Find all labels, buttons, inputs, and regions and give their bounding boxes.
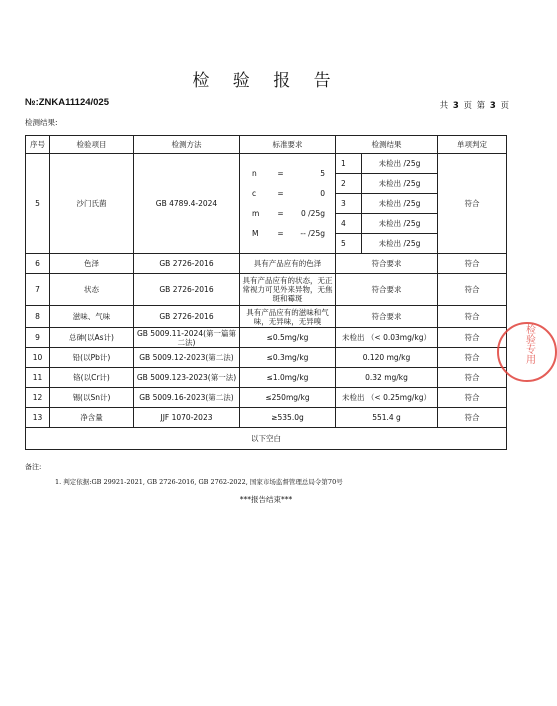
page-current: 3 [489, 101, 497, 111]
row-method: GB 5009.12-2023(第二法) [134, 348, 240, 368]
row-item: 锡(以Sn计) [50, 388, 134, 408]
table-row [26, 274, 507, 306]
sample-row: 5 未检出 /25g [336, 234, 437, 254]
row-no: 13 [26, 408, 50, 428]
row-verdict: 符合 [438, 348, 507, 368]
page-total: 3 [452, 101, 460, 111]
row-item: 铅(以Pb计) [50, 348, 134, 368]
row-result: 未检出 （< 0.03mg/kg） [336, 328, 438, 348]
table-row [26, 388, 507, 408]
header-result: 检测结果 [336, 136, 438, 154]
table-row [26, 368, 507, 388]
row-method: GB 5009.16-2023(第二法) [134, 388, 240, 408]
row-no: 12 [26, 388, 50, 408]
row-standard [240, 154, 336, 254]
header-verdict: 单项判定 [438, 136, 507, 154]
row-standard: ≤250mg/kg [240, 388, 336, 408]
std-line: n = 5 [252, 169, 325, 178]
row-standard: 具有产品应有的状态，无正常视力可见外来异物，无焦斑和霉斑 [240, 274, 336, 306]
table-row [26, 306, 507, 328]
page-info [440, 99, 510, 111]
row-result: 551.4 g [336, 408, 438, 428]
results-table [25, 135, 507, 450]
note-item: 1. 判定依据:GB 29921-2021, GB 2726-2016, GB 2762-2022, 国家市场监督管理总局令第70号 [55, 478, 343, 486]
sample-row: 3 未检出 /25g [336, 194, 437, 214]
report-title: 检 验 报 告 [192, 71, 340, 91]
row-method: GB 2726-2016 [134, 274, 240, 306]
row-no: 8 [26, 306, 50, 328]
row-method: GB 4789.4-2024 [134, 154, 240, 254]
report-number: №:ZNKA11124/025 [25, 97, 109, 108]
row-method: GB 5009.11-2024(第一篇第二法) [134, 328, 240, 348]
row-no: 11 [26, 368, 50, 388]
row-verdict: 符合 [438, 274, 507, 306]
row-item: 铬(以Cr计) [50, 368, 134, 388]
sample-row: 4 未检出 /25g [336, 214, 437, 234]
table-row [26, 154, 507, 254]
header-no: 序号 [26, 136, 50, 154]
table-row [26, 254, 507, 274]
row-verdict: 符合 [438, 408, 507, 428]
page-info-mid: 页 第 [463, 101, 487, 111]
row-no: 9 [26, 328, 50, 348]
row-method: GB 5009.123-2023(第一法) [134, 368, 240, 388]
row-standard: 具有产品应有的色泽 [240, 254, 336, 274]
std-line: c = 0 [252, 189, 325, 198]
row-method: GB 2726-2016 [134, 254, 240, 274]
std-line: m = 0 /25g [252, 209, 325, 218]
row-result: 未检出 （< 0.25mg/kg） [336, 388, 438, 408]
stamp-text: 检验专用 [523, 324, 535, 364]
sample-table [336, 154, 437, 253]
row-verdict: 符合 [438, 388, 507, 408]
table-row [26, 328, 507, 348]
page-info-suffix: 页 [500, 101, 510, 111]
row-item: 净含量 [50, 408, 134, 428]
sample-row: 1 未检出 /25g [336, 154, 437, 174]
page-info-prefix: 共 [439, 101, 450, 111]
table-row [26, 408, 507, 428]
row-result: 0.120 mg/kg [336, 348, 438, 368]
row-no: 5 [26, 154, 50, 254]
row-verdict: 符合 [438, 328, 507, 348]
row-method: JJF 1070-2023 [134, 408, 240, 428]
sample-row: 2 未检出 /25g [336, 174, 437, 194]
row-item: 总砷(以As计) [50, 328, 134, 348]
notes-label: 备注: [25, 463, 42, 471]
row-verdict: 符合 [438, 154, 507, 254]
row-item: 状态 [50, 274, 134, 306]
header-method: 检测方法 [134, 136, 240, 154]
row-result: 符合要求 [336, 274, 438, 306]
header-item: 检验项目 [50, 136, 134, 154]
row-standard: ≤1.0mg/kg [240, 368, 336, 388]
row-standard: ≤0.3mg/kg [240, 348, 336, 368]
row-item: 色泽 [50, 254, 134, 274]
row-no: 10 [26, 348, 50, 368]
row-method: GB 2726-2016 [134, 306, 240, 328]
inspection-stamp [497, 322, 557, 382]
row-no: 7 [26, 274, 50, 306]
row-result [336, 154, 438, 254]
report-end: ***报告结束*** [239, 495, 293, 504]
blank-row [26, 428, 507, 450]
row-no: 6 [26, 254, 50, 274]
row-result: 符合要求 [336, 254, 438, 274]
row-result: 0.32 mg/kg [336, 368, 438, 388]
row-standard: 具有产品应有的滋味和气味，无异味，无异嗅 [240, 306, 336, 328]
header-standard: 标准要求 [240, 136, 336, 154]
header-row [26, 136, 507, 154]
row-item: 沙门氏菌 [50, 154, 134, 254]
row-standard: ≤0.5mg/kg [240, 328, 336, 348]
row-result: 符合要求 [336, 306, 438, 328]
row-standard: ≥535.0g [240, 408, 336, 428]
row-verdict: 符合 [438, 368, 507, 388]
row-item: 滋味、气味 [50, 306, 134, 328]
blank-note: 以下空白 [26, 428, 507, 450]
row-verdict: 符合 [438, 254, 507, 274]
result-label: 检测结果: [25, 118, 58, 127]
table-row [26, 348, 507, 368]
row-verdict: 符合 [438, 306, 507, 328]
std-line: M = -- /25g [252, 229, 325, 238]
